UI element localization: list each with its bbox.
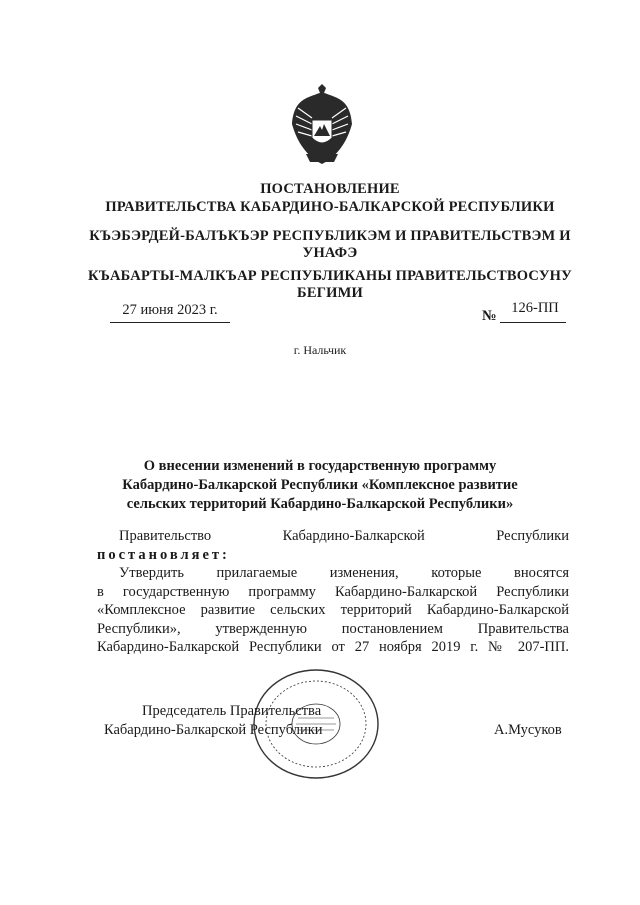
signer-position-line1: Председатель Правительства	[142, 703, 322, 719]
doc-type-heading: ПОСТАНОВЛЕНИЕ	[260, 181, 400, 197]
body-line: Утвердить прилагаемые изменения, которые вносятся	[119, 565, 569, 581]
government-name-krc-2: БЕГИМИ	[297, 285, 363, 301]
title-line: Кабардино-Балкарской Республики «Комплексное развитие	[122, 477, 518, 493]
government-name-krc-1: КЪАБАРТЫ-МАЛКЪАР РЕСПУБЛИКАНЫ ПРАВИТЕЛЬСТВОСУНУ	[88, 268, 572, 284]
resolves-word: постановляет:	[97, 546, 230, 563]
title-line: сельских территорий Кабардино-Балкарской Республики»	[126, 496, 514, 512]
signer-name: А.Мусуков	[494, 722, 562, 738]
government-name-kbd-2: УНАФЭ	[302, 245, 358, 261]
title-line: О внесении изменений в государственную программу	[143, 458, 497, 474]
city: г. Нальчик	[293, 343, 347, 357]
document-title	[100, 457, 540, 514]
number-underline	[500, 322, 566, 323]
date-underline	[110, 322, 230, 323]
body-line: Правительство Кабардино-Балкарской Республики	[119, 528, 569, 544]
signer-position-line2: Кабардино-Балкарской Республики	[104, 722, 323, 738]
body-line: «Комплексное развитие сельских территорий Кабардино-Балкарской	[97, 602, 569, 618]
government-name-kbd-1: КЪЭБЭРДЕЙ-БАЛЪКЪЭР РЕСПУБЛИКЭМ И ПРАВИТЕЛЬСТВЭМ И	[89, 228, 571, 244]
government-name-ru: ПРАВИТЕЛЬСТВА КАБАРДИНО-БАЛКАРСКОЙ РЕСПУБЛИКИ	[105, 199, 555, 215]
body-line: Кабардино-Балкарской Республики от 27 ноября 2019 г. № 207-ПП.	[97, 639, 569, 655]
document-body	[97, 527, 569, 657]
coat-of-arms-icon	[288, 84, 356, 168]
body-line: в государственную программу Кабардино-Балкарской Республики	[97, 583, 569, 600]
body-line: Республики», утвержденную постановлением Правительства	[97, 620, 569, 637]
document-date: 27 июня 2023 г.	[122, 302, 218, 318]
document-number: 126-ПП	[511, 300, 559, 316]
number-sign: №	[482, 308, 497, 324]
